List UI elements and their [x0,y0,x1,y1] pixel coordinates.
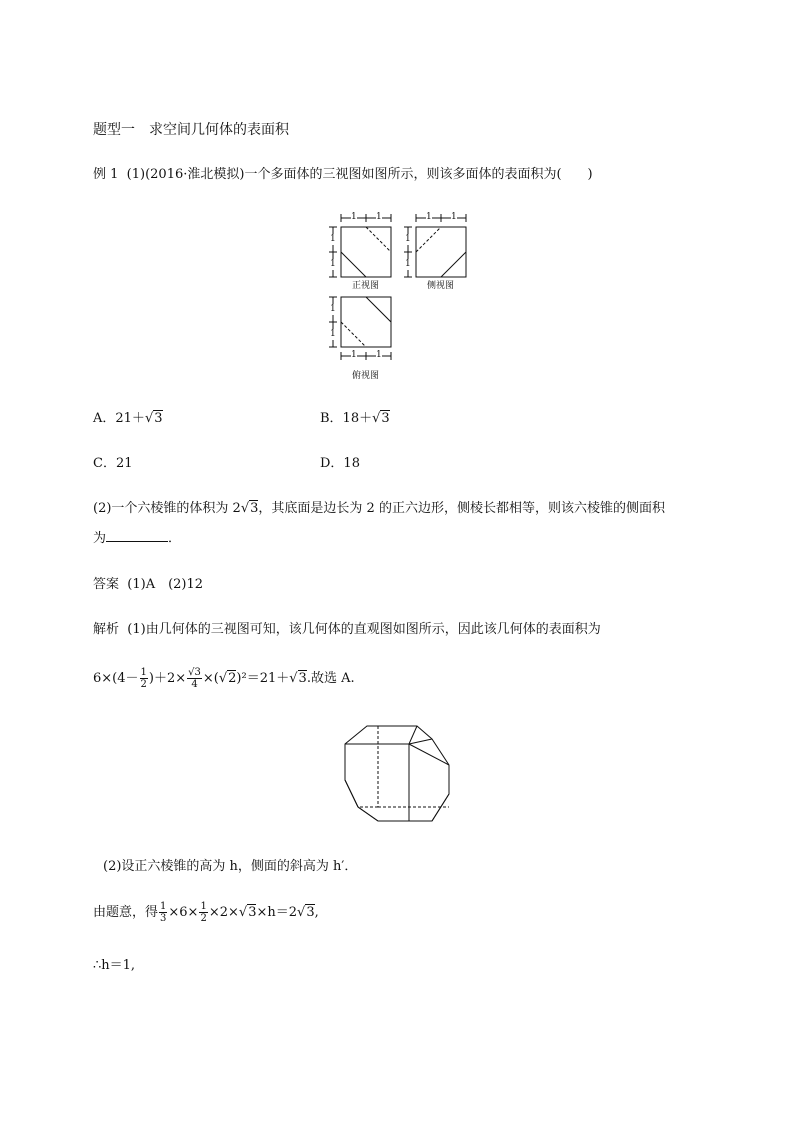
dim-label: 1 [451,212,457,222]
fraction [199,901,207,924]
solution-line-2: (2)设正六棱锥的高为 h，侧面的斜高为 h′． [103,859,358,874]
formula-part: 由题意，得 [93,905,159,920]
fraction [140,667,148,690]
answer-blank [106,529,168,542]
fraction-numerator: 1 [140,667,147,678]
front-view-box [341,227,391,277]
option-a: A．21＋√3 [93,411,163,426]
option-c: C．21 [93,456,133,471]
question-2-radicand: 3 [250,501,259,516]
option-b-text: B．18＋ [320,411,373,426]
formula-part: 6×(4－ [93,671,139,686]
example-label: 例 1 [93,167,119,182]
solution-line-3: 由题意，得 $\frac{1}{3}$ ×6× $\frac{1}{2}$ ×2×√3×h＝2√3, [93,901,319,924]
formula-part: .故选 A. [306,671,355,686]
question-2-end: ． [168,531,182,546]
solution-formula: 6×(4－ $\frac{1}{2}$ )＋2× $\frac{√3}{4}$ ×(√2)²＝21＋√3.故选 A. [93,667,355,690]
question-2-text-c: 为 [93,531,107,546]
formula-part: ×6× [168,905,199,920]
fraction-numerator: √3 [188,667,201,678]
dim-label: 1 [330,304,336,314]
side-view-box [416,227,466,277]
section-heading: 题型一 求空间几何体的表面积 [93,122,289,138]
question-1-text: (1)(2016·淮北模拟)一个多面体的三视图如图所示，则该多面体的表面积为( ) [126,167,593,182]
formula-radicand: 3 [298,671,307,686]
dim-label: 1 [351,212,357,222]
option-a-text: A．21＋ [93,411,145,426]
fraction-denominator: 4 [191,679,198,690]
dim-label: 1 [330,329,336,339]
dim-label: 1 [405,234,411,244]
front-view-label: 正视图 [352,281,380,291]
fraction-numerator: 1 [160,901,167,912]
option-d: D．18 [320,456,360,471]
dim-label: 1 [405,259,411,269]
formula-part: )²＝21＋ [236,671,290,686]
answer-line [93,576,203,594]
fraction-denominator: 2 [140,679,147,690]
dim-label: 1 [376,350,382,360]
fraction-numerator: 1 [200,901,207,912]
solution-line-4: ∴h＝1, [93,958,136,973]
formula-part: ×2× [208,905,239,920]
top-view-label: 俯视图 [352,371,380,381]
formula-part: , [314,905,319,920]
option-b: B．18＋√3 [320,411,390,426]
example-question-1 [93,166,593,184]
fraction-denominator: 2 [200,913,207,924]
solution-label: 解析 [93,622,120,637]
top-view-box [341,297,391,347]
formula-part: ×h＝2 [256,905,298,920]
dim-label: 1 [351,350,357,360]
question-2-line-1: (2)一个六棱锥的体积为 2√3，其底面是边长为 2 的正六边形，侧棱长都相等，则该六棱锥的侧面积 [93,501,665,516]
formula-radicand: 3 [306,905,315,920]
answer-text: (1)A (2)12 [127,577,204,592]
fraction [187,667,202,690]
solution-line-1 [93,621,601,639]
solid-figure [340,722,455,827]
dim-label: 1 [376,212,382,222]
three-view-figure [320,208,445,388]
fraction-denominator: 3 [160,913,167,924]
dim-label: 1 [330,259,336,269]
question-2-text-b: ，其底面是边长为 2 的正六边形，侧棱长都相等，则该六棱锥的侧面积 [258,501,665,516]
dim-label: 1 [426,212,432,222]
question-2-text-a: (2)一个六棱锥的体积为 2 [93,501,241,516]
formula-part: )＋2× [148,671,187,686]
formula-radicand: 2 [228,671,237,686]
option-a-radicand: 3 [154,411,163,426]
dim-label: 1 [330,234,336,244]
fraction [159,901,167,924]
question-2-line-2 [93,529,181,548]
formula-part: ×( [202,671,219,686]
option-b-radicand: 3 [381,411,390,426]
answer-label: 答案 [93,577,120,592]
formula-radicand: 3 [248,905,257,920]
side-view-label: 侧视图 [427,281,455,291]
solution-text-1: (1)由几何体的三视图可知，该几何体的直观图如图所示，因此该几何体的表面积为 [127,622,601,637]
